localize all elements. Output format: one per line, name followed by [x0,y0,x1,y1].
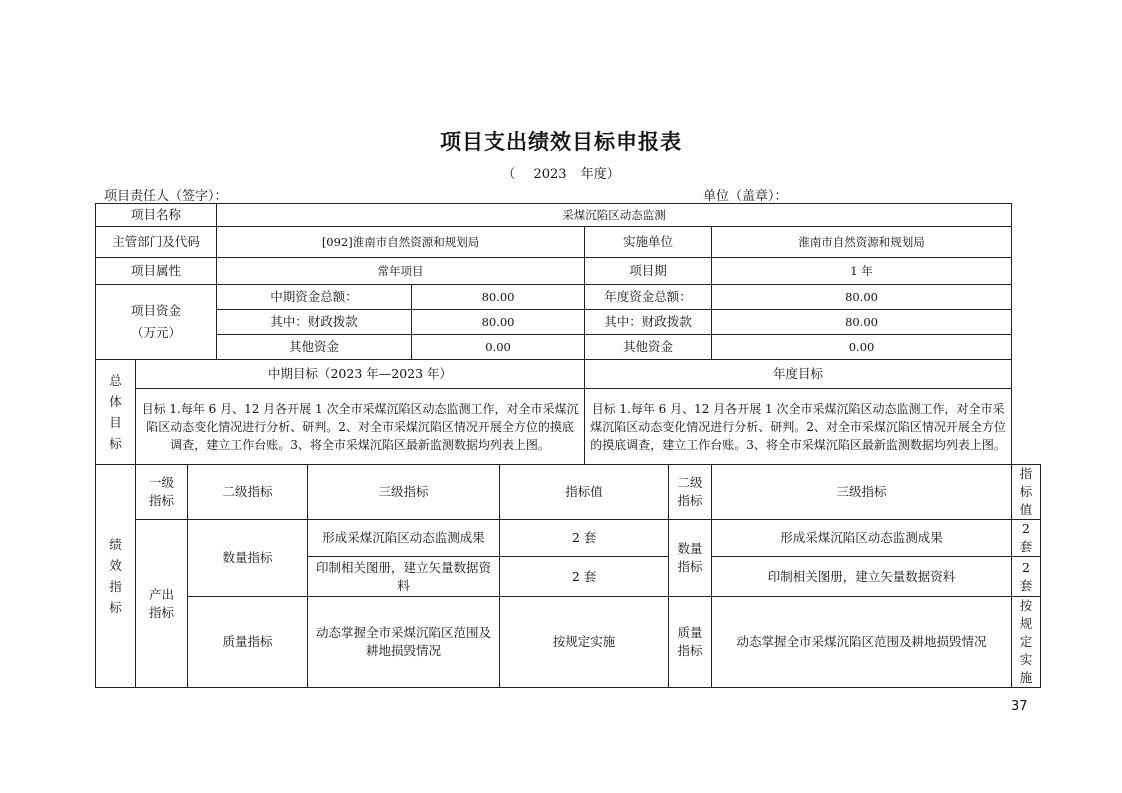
year-fiscal-label: 其中：财政拨款 [585,310,712,335]
project-name-value: 采煤沉陷区动态监测 [217,204,1012,227]
year-fiscal-value: 80.00 [712,310,1012,335]
year-q1: 形成采煤沉陷区动态监测成果 [712,520,1012,557]
project-name-label: 项目名称 [96,204,217,227]
funds-label-line1: 项目资金 [131,303,182,318]
mid-header-l3: 三级指标 [308,465,500,520]
mid-header-value: 指标值 [500,465,669,520]
year-quantity-label: 数量指标 [669,520,712,597]
year-header-value: 指标值 [1012,465,1041,520]
period-value: 1 年 [712,258,1012,285]
l1-output-text: 产出指标 [148,586,174,620]
period-label: 项目期 [585,258,712,285]
page-title: 项目支出绩效目标申报表 [440,130,682,154]
table-row [96,465,1041,520]
year-goal-header: 年度目标 [585,360,1012,389]
funds-label-line2: （万元） [131,325,182,340]
year-total-label: 年度资金总额： [585,285,712,310]
year-other-value: 0.00 [712,335,1012,360]
indicators-label-text: 绩效指标 [109,537,122,615]
year-q2-value: 2 套 [1012,557,1041,597]
performance-form-table [95,203,1041,688]
mid-other-label: 其他资金 [217,335,412,360]
mid-fiscal-label: 其中：财政拨款 [217,310,412,335]
attr-label: 项目属性 [96,258,217,285]
year-suffix: 年度） [580,167,620,182]
table-row [96,285,1041,310]
attr-value: 常年项目 [217,258,585,285]
year-q1-value: 2 套 [1012,520,1041,557]
mid-quality-label: 质量指标 [188,597,308,688]
mid-q2: 印制相关图册，建立矢量数据资料 [308,557,500,597]
year-q2: 印制相关图册，建立矢量数据资料 [712,557,1012,597]
mid-fiscal-value: 80.00 [412,310,585,335]
overall-goal-label [96,360,136,465]
table-row [96,360,1041,389]
mid-q1-value: 2 套 [500,520,669,557]
indicators-label [96,465,136,688]
dept-value: [092]淮南市自然资源和规划局 [217,227,585,258]
year-quality: 动态掌握全市采煤沉陷区范围及耕地损毁情况 [712,597,1012,688]
dept-label: 主管部门及代码 [96,227,217,258]
year-quality-value: 按规定实施 [1012,597,1041,688]
mid-goal-header: 中期目标（2023 年—2023 年） [136,360,585,389]
mid-goal-text: 目标 1.每年 6 月、12 月各开展 1 次全市采煤沉陷区动态监测工作，对全市采煤沉陷区动态变化情况进行分析、研判。2、对全市采煤沉陷区情况开展全方位的摸底调查，建立工作台账。3、将全市采煤沉陷区最新监测数据均列表上图。 [136,389,585,465]
mid-quality: 动态掌握全市采煤沉陷区范围及耕地损毁情况 [308,597,500,688]
page-number: 37 [1011,699,1028,714]
table-row [96,335,1041,360]
impl-unit-value: 淮南市自然资源和规划局 [712,227,1012,258]
mid-q2-value: 2 套 [500,557,669,597]
overall-goal-label-text: 总体目标 [109,373,122,451]
header-l1 [136,465,188,520]
table-row [96,310,1041,335]
mid-quantity-label: 数量指标 [188,520,308,597]
year-goal-text: 目标 1.每年 6 月、12 月各开展 1 次全市采煤沉陷区动态监测工作，对全市采煤沉陷区动态变化情况进行分析、研判。2、对全市采煤沉陷区情况开展全方位的摸底调查，建立工作台账。3、将全市采煤沉陷区最新监测数据均列表上图。 [585,389,1012,465]
responsible-label: 项目责任人（签字）： [104,189,228,204]
year-line [0,163,1122,182]
mid-total-value: 80.00 [412,285,585,310]
year-header-l2: 二级指标 [669,465,712,520]
table-row [96,204,1041,227]
funds-label [96,285,217,360]
mid-q1: 形成采煤沉陷区动态监测成果 [308,520,500,557]
year-header-l3: 三级指标 [712,465,1012,520]
table-row [96,389,1041,465]
table-row [96,520,1041,557]
impl-unit-label: 实施单位 [585,227,712,258]
mid-quality-value: 按规定实施 [500,597,669,688]
table-row [96,258,1041,285]
year-value: 2023 [533,167,567,182]
year-total-value: 80.00 [712,285,1012,310]
year-open: （ [502,167,516,182]
year-other-label: 其他资金 [585,335,712,360]
table-row [96,597,1041,688]
mid-total-label: 中期资金总额： [217,285,412,310]
header-l1-text: 一级指标 [148,475,174,508]
mid-header-l2: 二级指标 [188,465,308,520]
mid-other-value: 0.00 [412,335,585,360]
year-quality-label: 质量指标 [669,597,712,688]
unit-label: 单位（盖章）： [703,189,788,204]
l1-output [136,520,188,688]
table-row [96,227,1041,258]
